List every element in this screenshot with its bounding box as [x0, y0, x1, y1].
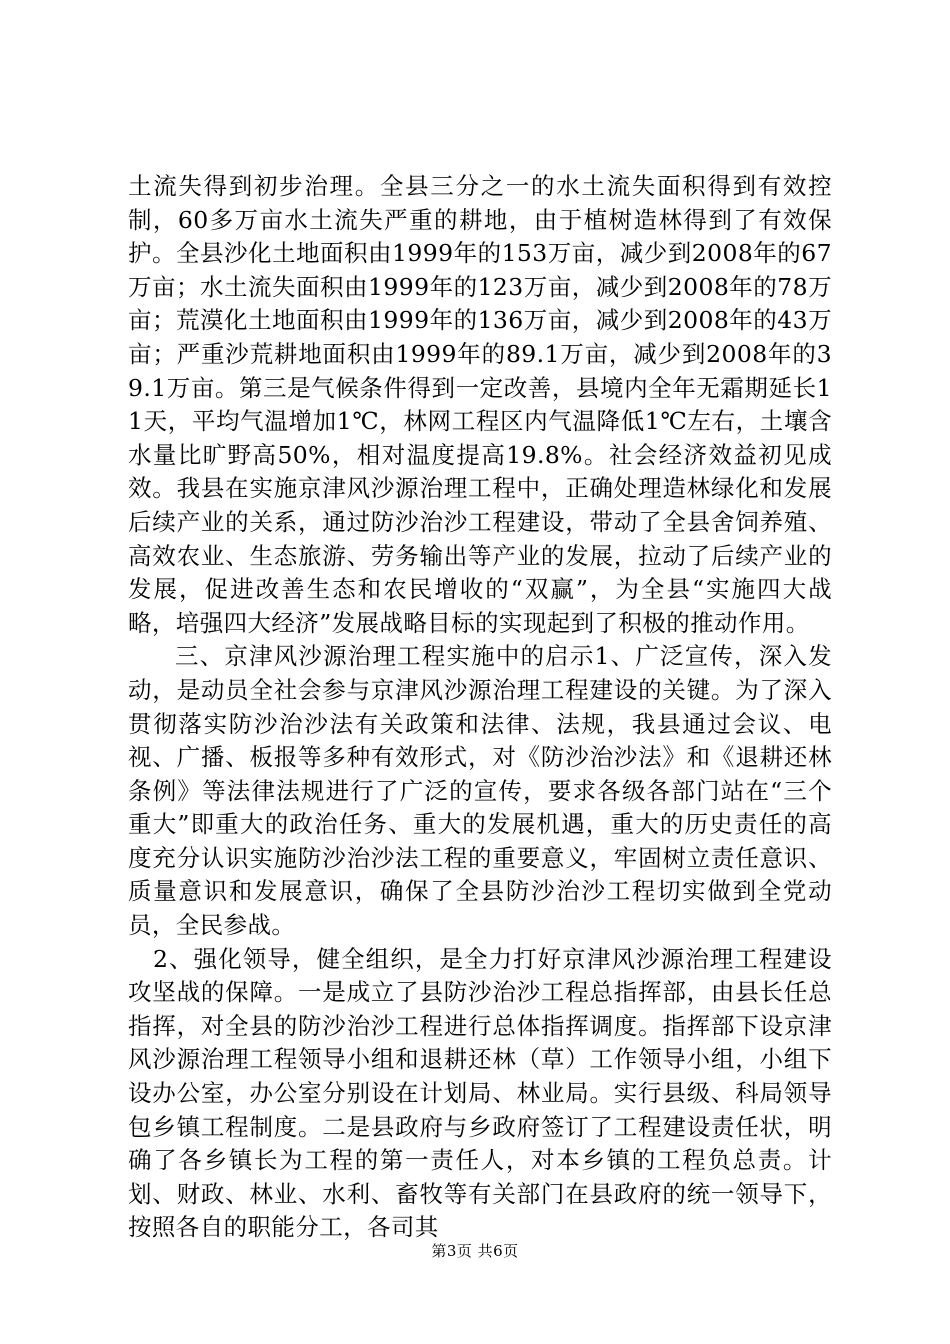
paragraph-3: 2、强化领导，健全组织，是全力打好京津风沙源治理工程建设攻坚战的保障。一是成立了县防沙治沙工程总指挥部，由县长任总指挥，对全县的防沙治沙工程进行总体指挥调度。指挥部下设京津风沙源治理工程领导小组和退耕还林（草）工作领导小组，小组下设办公室，办公室分别设在计划局、林业局。实行县级、科局领导包乡镇工程制度。二是县政府与乡政府签订了工程建设责任状，明确了各乡镇长为工程的第一责任人，对本乡镇的工程负总责。计划、财政、林业、水利、畜牧等有关部门在县政府的统一领导下，按照各自的职能分工，各司其 — [128, 944, 832, 1242]
paragraph-1: 土流失得到初步治理。全县三分之一的水土流失面积得到有效控制，60多万亩水土流失严重的耕地，由于植树造林得到了有效保护。全县沙化土地面积由1999年的153万亩，减少到2008年的67万亩；水土流失面积由1999年的123万亩，减少到2008年的78万亩；荒漠化土地面积由1999年的136万亩，减少到2008年的43万亩；严重沙荒耕地面积由1999年的89.1万亩，减少到2008年的39.1万亩。第三是气候条件得到一定改善，县境内全年无霜期延长11天，平均气温增加1℃，林网工程区内气温降低1℃左右，土壤含水量比旷野高50%，相对温度提高19.8%。社会经济效益初见成效。我县在实施京津风沙源治理工程中，正确处理造林绿化和发展后续产业的关系，通过防沙治沙工程建设，带动了全县舍饲养殖、高效农业、生态旅游、劳务输出等产业的发展，拉动了后续产业的发展，促进改善生态和农民增收的“双赢”，为全县“实施四大战略，培强四大经济”发展战略目标的实现起到了积极的推动作用。 — [128, 172, 832, 637]
page-footer: 第3页 共6页 — [431, 1242, 519, 1260]
paragraph-2: 三、京津风沙源治理工程实施中的启示1、广泛宣传，深入发动，是动员全社会参与京津风沙源治理工程建设的关键。为了深入贯彻落实防沙治沙法有关政策和法律、法规，我县通过会议、电视、广播、板报等多种有效形式，对《防沙治沙法》和《退耕还林条例》等法律法规进行了广泛的宣传，要求各级各部门站在“三个重大”即重大的政治任务、重大的发展机遇，重大的历史责任的高度充分认识实施防沙治沙法工程的重要意义，牢固树立责任意识、质量意识和发展意识，确保了全县防沙治沙工程切实做到全党动员，全民参战。 — [128, 642, 832, 940]
document-body — [128, 170, 832, 1245]
